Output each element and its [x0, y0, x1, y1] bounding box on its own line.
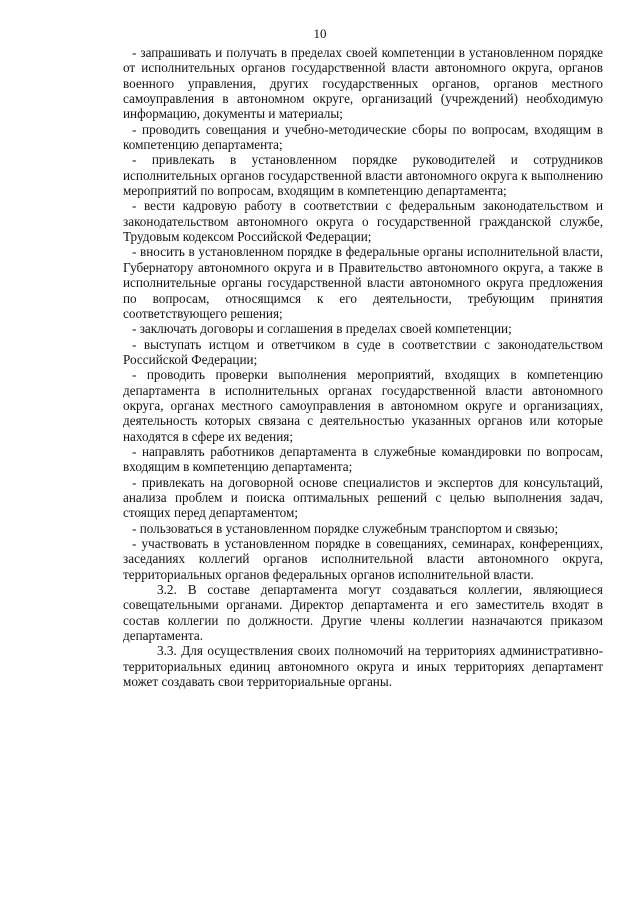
paragraph-submit-proposals: - вносить в установленном порядке в федеральные органы исполнительной власти, Губернатору автономного округа и в Правительство автономного округа, а также в исполнительные органы государственной власти автономного округа предложения по вопросам, относящимся к его деятельности, требующим принятия соответствующего решения; — [123, 244, 603, 321]
paragraph-hold-meetings: - проводить совещания и учебно-методические сборы по вопросам, входящим в компетенцию департамента; — [123, 121, 603, 153]
paragraph-involve-experts: - привлекать на договорной основе специалистов и экспертов для консультаций, анализа проблем и поиска оптимальных решений с целью выполнения задач, стоящих перед департаментом; — [123, 474, 603, 521]
section-3-3-territorial-bodies: 3.3. Для осуществления своих полномочий на территориях административно-территориальных единиц автономного округа и иных территориях департамент может создавать свои территориальные органы. — [123, 643, 603, 690]
document-body — [123, 45, 603, 689]
paragraph-court-party: - выступать истцом и ответчиком в суде в соответствии с законодательством Российской Федерации; — [123, 336, 603, 367]
paragraph-business-trips: - направлять работников департамента в служебные командировки по вопросам, входящим в компетенцию департамента; — [123, 443, 603, 475]
paragraph-request-information: - запрашивать и получать в пределах своей компетенции в установленном порядке от исполнительных органов государственной власти автономного округа, органов военного управления, других государственных органов, органов местного самоуправления в автономном округе, организаций (учреждений) необходимую информацию, документы и материалы; — [123, 45, 603, 122]
paragraph-involve-executives: - привлекать в установленном порядке руководителей и сотрудников исполнительных органов государственной власти автономного округа к выполнению мероприятий по вопросам, входящим в компетенцию департамента; — [123, 152, 603, 199]
paragraph-personnel-work: - вести кадровую работу в соответствии с федеральным законодательством и законодательством автономного округа о государственной гражданской службе, Трудовым кодексом Российской Федерации; — [123, 198, 603, 245]
paragraph-conclude-agreements: - заключать договоры и соглашения в пределах своей компетенции; — [132, 321, 512, 337]
section-3-2-collegium: 3.2. В составе департамента могут создаваться коллегии, являющиеся совещательными органами. Директор департамента и его заместитель входят в состав коллегии по должности. Другие члены коллегии назначаются приказом департамента. — [123, 582, 603, 644]
paragraph-participate-meetings: - участвовать в установленном порядке в совещаниях, семинарах, конференциях, заседаниях коллегий органов исполнительной власти автономного округа, территориальных органов федеральных органов исполнительной власти. — [123, 536, 603, 582]
page-number: 10 — [313, 26, 327, 41]
paragraph-conduct-inspections: - проводить проверки выполнения мероприятий, входящих в компетенцию департамента в исполнительных органах государственной власти автономного округа, органах местного самоуправления в автономном округе и организациях, деятельность которых связана с деятельностью указанных органов или которые находятся в сфере их ведения; — [123, 367, 603, 444]
paragraph-use-transport: - пользоваться в установленном порядке служебным транспортом и связью; — [132, 520, 559, 536]
